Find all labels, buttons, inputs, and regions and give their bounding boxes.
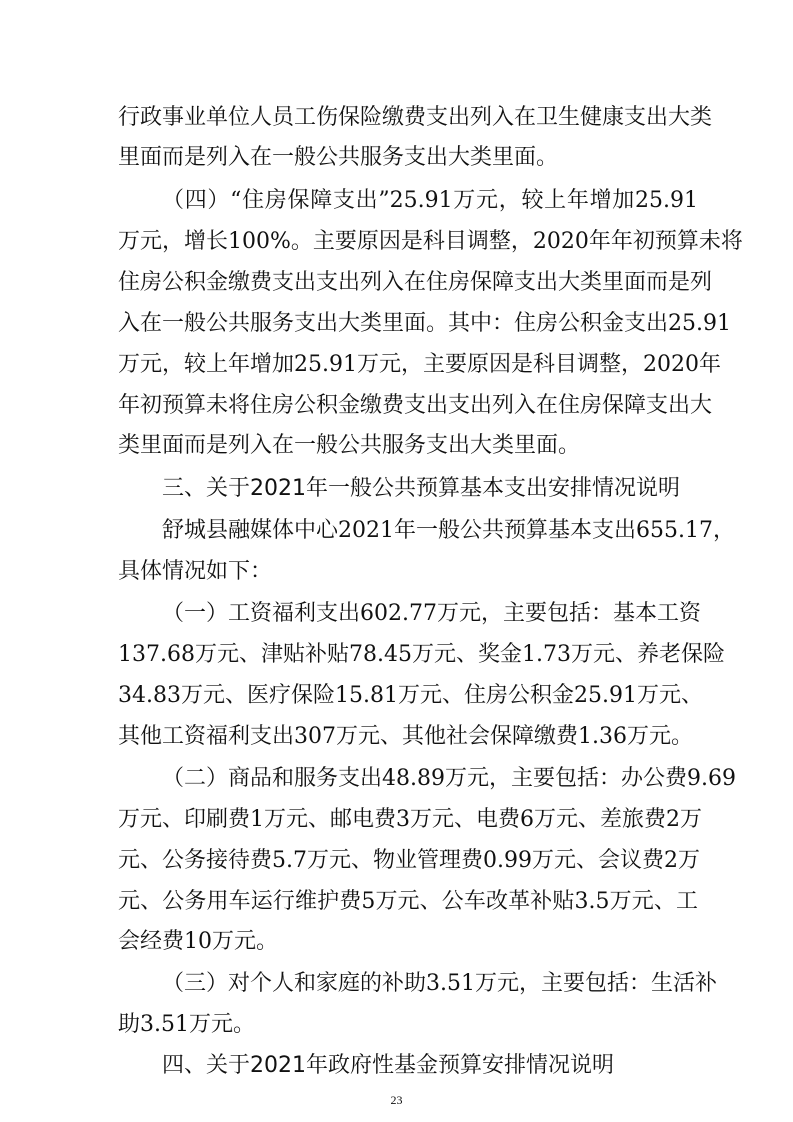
body-line: 万元、印刷费1万元、邮电费3万元、电费6万元、差旅费2万: [118, 807, 702, 832]
body-line: 会经费10万元。: [118, 929, 278, 954]
body-line: 34.83万元、医疗保险15.81万元、住房公积金25.91万元、: [118, 683, 703, 708]
section-heading: 三、关于2021年一般公共预算基本支出安排情况说明: [162, 476, 680, 501]
body-line: 137.68万元、津贴补贴78.45万元、奖金1.73万元、养老保险: [118, 642, 725, 667]
body-line: （一）工资福利支出602.77万元，主要包括：基本工资: [162, 601, 701, 626]
body-line: 元、公务用车运行维护费5万元、公车改革补贴3.5万元、工: [118, 889, 698, 914]
body-line: （三）对个人和家庭的补助3.51万元，主要包括：生活补: [162, 971, 717, 996]
page-number: 23: [390, 1093, 403, 1107]
body-line: 其他工资福利支出307万元、其他社会保障缴费1.36万元。: [118, 724, 693, 749]
body-line: 里面而是列入在一般公共服务支出大类里面。: [118, 145, 559, 170]
body-line: 助3.51万元。: [118, 1012, 255, 1037]
body-line: 万元，较上年增加25.91万元，主要原因是科目调整，2020年: [118, 352, 721, 377]
body-line: （四）“住房保障支出”25.91万元，较上年增加25.91: [162, 188, 698, 213]
body-line: 类里面而是列入在一般公共服务支出大类里面。: [118, 433, 581, 458]
body-line: 万元，增长100%。主要原因是科目调整，2020年年初预算未将: [118, 229, 743, 254]
body-line: 入在一般公共服务支出大类里面。其中：住房公积金支出25.91: [118, 311, 731, 336]
body-line: 舒城县融媒体中心2021年一般公共预算基本支出655.17，: [162, 518, 735, 543]
body-line: 行政事业单位人员工伤保险缴费支出列入在卫生健康支出大类: [118, 105, 713, 130]
body-line: 年初预算未将住房公积金缴费支出支出列入在住房保障支出大: [118, 393, 713, 418]
body-line: （二）商品和服务支出48.89万元，主要包括：办公费9.69: [162, 766, 736, 791]
body-line: 具体情况如下：: [118, 559, 273, 584]
body-line: 元、公务接待费5.7万元、物业管理费0.99万元、会议费2万: [118, 848, 700, 873]
body-line: 住房公积金缴费支出支出列入在住房保障支出大类里面而是列: [118, 270, 713, 295]
section-heading: 四、关于2021年政府性基金预算安排情况说明: [162, 1053, 614, 1078]
